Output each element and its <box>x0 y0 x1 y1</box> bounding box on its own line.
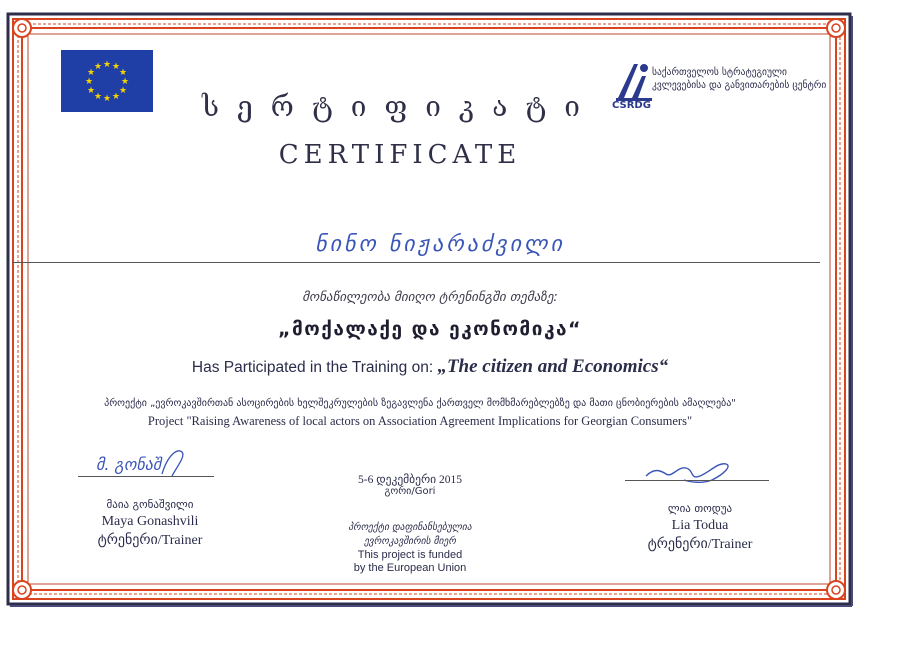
event-place: გორი/Gori <box>384 486 436 497</box>
recipient-underline <box>12 262 820 263</box>
left-trainer-role: ტრენერი/Trainer <box>97 533 203 548</box>
right-trainer-name-georgian: ლია თოდუა <box>667 502 733 515</box>
topic-english: „The citizen and Economics“ <box>437 356 669 377</box>
csrdg-logo-abbr: CSRDG <box>612 100 651 111</box>
funding-english-line1: This project is funded <box>357 549 463 561</box>
funding-georgian-line2: ევროკავშირის მიერ <box>364 536 456 547</box>
svg-text:★: ★ <box>93 62 103 72</box>
right-trainer-name-english: Lia Todua <box>671 518 729 533</box>
svg-text:★: ★ <box>118 68 128 78</box>
participated-english-label: Has Participated in the Training on: <box>191 359 438 376</box>
svg-text:★: ★ <box>93 92 103 102</box>
svg-text:★: ★ <box>102 94 112 104</box>
svg-text:★: ★ <box>102 60 112 70</box>
title-english: CERTIFICATE <box>278 140 522 170</box>
svg-text:★: ★ <box>86 86 96 96</box>
project-english: Project "Raising Awareness of local actors on Association Agreement Implications for Georgian Consumers" <box>147 414 693 428</box>
participated-english <box>120 356 740 378</box>
funding-georgian-line1: პროექტი დაფინანსებულია <box>348 522 472 533</box>
svg-text:მ. გონაშ: მ. გონაშ <box>96 455 162 474</box>
svg-text:★: ★ <box>84 77 94 87</box>
left-trainer-name-georgian: მაია გონაშვილი <box>106 498 194 511</box>
left-signature-line <box>78 476 214 477</box>
topic-georgian: „მოქალაქე და ეკონომიკა“ <box>277 318 583 340</box>
eu-flag <box>61 50 153 112</box>
right-trainer-signature <box>640 456 740 486</box>
title-georgian: სერტიფიკატი <box>202 90 598 123</box>
svg-text:★: ★ <box>86 68 96 78</box>
right-signature-line <box>625 480 769 481</box>
left-trainer-name-english: Maya Gonashvili <box>101 514 199 529</box>
csrdg-logo-text: საქართველოს სტრატეგიული კვლევებისა და განვითარების ცენტრი <box>652 67 827 91</box>
recipient-name: ნინო ნიჟარაძვილი <box>315 232 565 257</box>
svg-text:★: ★ <box>120 77 130 87</box>
event-date: 5-6 დეკემბერი 2015 <box>358 474 462 486</box>
right-trainer-role: ტრენერი/Trainer <box>647 537 753 552</box>
svg-text:★: ★ <box>118 86 128 96</box>
participated-georgian: მონაწილეობა მიიღო ტრენინგში თემაზე: <box>302 290 558 305</box>
svg-text:★: ★ <box>111 92 121 102</box>
svg-text:★: ★ <box>111 62 121 72</box>
funding-english-line2: by the European Union <box>353 562 467 574</box>
project-georgian: პროექტი „ევროკავშირთან ასოცირების ხელშეკრულების ზეგავლენა ქართველ მომხმარებლებზე და მათი ცნობიერების ამაღლება" <box>104 398 736 409</box>
